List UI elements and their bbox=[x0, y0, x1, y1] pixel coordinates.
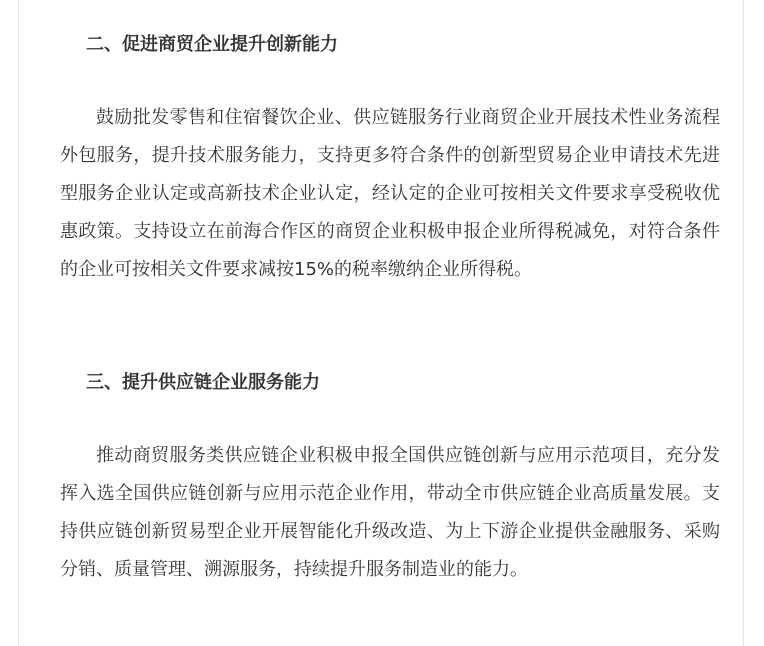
article-body bbox=[18, 0, 744, 646]
section-heading-supply-chain: 三、提升供应链企业服务能力 bbox=[86, 372, 320, 393]
section-paragraph-innovation: 鼓励批发零售和住宿餐饮企业、供应链服务行业商贸企业开展技术性业务流程外包服务，提升技术服务能力，支持更多符合条件的创新型贸易企业申请技术先进型服务企业认定或高新技术企业认定，经认定的企业可按相关文件要求享受税收优惠政策。支持设立在前海合作区的商贸企业积极申报企业所得税减免，对符合条件的企业可按相关文件要求减按15%的税率缴纳企业所得税。 bbox=[60, 107, 720, 280]
section-paragraph-supply-chain: 推动商贸服务类供应链企业积极申报全国供应链创新与应用示范项目，充分发挥入选全国供应链创新与应用示范企业作用，带动全市供应链企业高质量发展。支持供应链创新贸易型企业开展智能化升级改造、为上下游企业提供金融服务、采购分销、质量管理、溯源服务，持续提升服务制造业的能力。 bbox=[60, 445, 720, 580]
section-heading-innovation: 二、促进商贸企业提升创新能力 bbox=[86, 34, 338, 55]
